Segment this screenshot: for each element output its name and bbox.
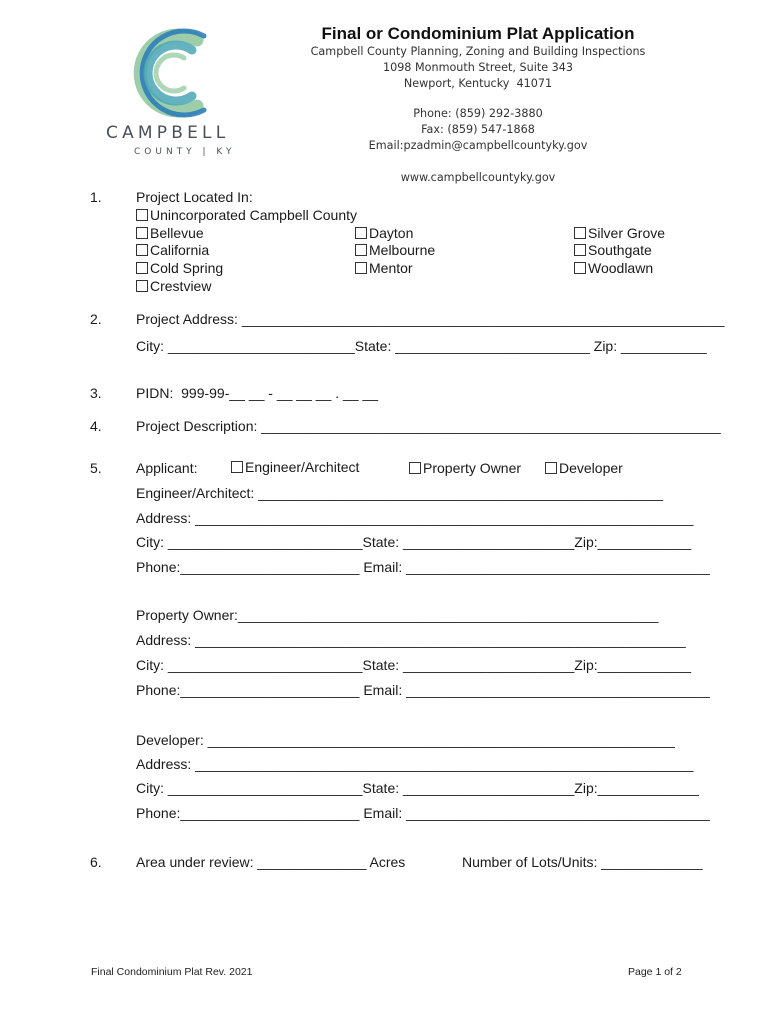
footer-page-number: Page 1 of 2	[628, 966, 682, 978]
checkbox-dayton[interactable]	[355, 225, 413, 241]
q5-number: 5.	[90, 460, 102, 476]
org-name: Campbell County Planning, Zoning and Building Inspections	[310, 45, 646, 58]
checkbox-label: Unincorporated Campbell County	[150, 207, 357, 223]
q3-number: 3.	[90, 385, 102, 401]
owner-address-field[interactable]: Address: _______________________________________________________________	[136, 632, 686, 648]
checkbox-melbourne[interactable]	[355, 242, 435, 258]
checkbox-box[interactable]	[136, 262, 148, 274]
checkbox-silver-grove[interactable]	[574, 225, 665, 241]
checkbox-label: Dayton	[369, 225, 414, 241]
number-of-lots-field[interactable]: Number of Lots/Units: _____________	[462, 854, 703, 870]
checkbox-box[interactable]	[136, 244, 148, 256]
checkbox-southgate[interactable]	[574, 242, 652, 258]
developer-city-field[interactable]: City: _________________________State: ______________________Zip:_____________	[136, 780, 699, 796]
checkbox-property-owner[interactable]	[409, 460, 521, 476]
checkbox-label: Southgate	[588, 242, 652, 258]
checkbox-box[interactable]	[355, 262, 367, 274]
checkbox-mentor[interactable]	[355, 260, 413, 276]
engineer-name-field[interactable]: Engineer/Architect: ____________________________________________________	[136, 485, 664, 501]
checkbox-box[interactable]	[355, 244, 367, 256]
q4-number: 4.	[90, 418, 102, 434]
owner-city-field[interactable]: City: _________________________State: ______________________Zip:____________	[136, 657, 692, 673]
checkbox-label: Engineer/Architect	[245, 459, 360, 475]
checkbox-box[interactable]	[136, 209, 148, 221]
checkbox-box[interactable]	[545, 462, 557, 474]
applicant-label: Applicant:	[136, 460, 198, 476]
checkbox-box[interactable]	[574, 244, 586, 256]
page-title: Final or Condominium Plat Application	[321, 24, 635, 43]
pidn-field[interactable]: PIDN: 999-99-__ __ - __ __ __ . __ __	[136, 385, 379, 401]
checkbox-label: Silver Grove	[588, 225, 666, 241]
checkbox-unincorporated[interactable]	[136, 207, 357, 223]
checkbox-box[interactable]	[136, 227, 148, 239]
q1-label: Project Located In:	[136, 189, 253, 205]
project-city-state-zip-field[interactable]: City: ________________________State: _________________________ Zip: ___________	[136, 338, 707, 354]
org-email: Email:pzadmin@campbellcountyky.gov	[368, 139, 588, 152]
checkbox-box[interactable]	[409, 462, 421, 474]
checkbox-label: Crestview	[150, 278, 212, 294]
checkbox-box[interactable]	[136, 280, 148, 292]
engineer-address-field[interactable]: Address: ________________________________________________________________	[136, 510, 694, 526]
checkbox-label: Cold Spring	[150, 260, 224, 276]
owner-phone-field[interactable]: Phone:_______________________ Email: _______________________________________	[136, 682, 710, 698]
checkbox-box[interactable]	[231, 461, 243, 473]
campbell-logo	[100, 28, 260, 163]
checkbox-bellevue[interactable]	[136, 225, 204, 241]
developer-phone-field[interactable]: Phone:_______________________ Email: _______________________________________	[136, 805, 710, 821]
logo-name: CAMPBELL	[106, 123, 230, 143]
logo-c-mark-icon	[100, 28, 260, 123]
checkbox-box[interactable]	[574, 262, 586, 274]
checkbox-label: California	[150, 242, 210, 258]
q2-number: 2.	[90, 311, 102, 327]
q1-number: 1.	[90, 189, 102, 205]
checkbox-label: Property Owner	[423, 460, 522, 476]
area-under-review-field[interactable]: Area under review: ______________ Acres	[136, 854, 406, 870]
org-street: 1098 Monmouth Street, Suite 343	[382, 61, 574, 74]
checkbox-california[interactable]	[136, 242, 209, 258]
q6-number: 6.	[90, 854, 102, 870]
checkbox-label: Developer	[559, 460, 623, 476]
checkbox-box[interactable]	[574, 227, 586, 239]
checkbox-label: Melbourne	[369, 242, 436, 258]
checkbox-label: Woodlawn	[588, 260, 654, 276]
checkbox-box[interactable]	[355, 227, 367, 239]
engineer-city-field[interactable]: City: _________________________State: ______________________Zip:____________	[136, 534, 692, 550]
checkbox-woodlawn[interactable]	[574, 260, 653, 276]
project-description-field[interactable]: Project Description: ___________________________________________________________	[136, 418, 721, 434]
footer-revision: Final Condominium Plat Rev. 2021	[91, 966, 253, 978]
checkbox-developer[interactable]	[545, 460, 623, 476]
project-address-field[interactable]: Project Address: ______________________________________________________________	[136, 311, 725, 327]
org-phone: Phone: (859) 292-3880	[413, 107, 543, 120]
checkbox-engineer-architect[interactable]	[231, 459, 359, 475]
owner-name-field[interactable]: Property Owner:______________________________________________________	[136, 607, 659, 623]
developer-name-field[interactable]: Developer: ____________________________________________________________	[136, 732, 675, 748]
developer-address-field[interactable]: Address: ________________________________________________________________	[136, 756, 694, 772]
checkbox-label: Bellevue	[150, 225, 204, 241]
org-fax: Fax: (859) 547-1868	[421, 123, 535, 136]
checkbox-cold-spring[interactable]	[136, 260, 223, 276]
checkbox-crestview[interactable]	[136, 278, 211, 294]
checkbox-label: Mentor	[369, 260, 413, 276]
org-website: www.campbellcountyky.gov	[400, 171, 556, 184]
org-city: Newport, Kentucky 41071	[403, 77, 553, 90]
logo-subtitle: COUNTY | KY	[134, 147, 236, 157]
engineer-phone-field[interactable]: Phone:_______________________ Email: _______________________________________	[136, 559, 710, 575]
